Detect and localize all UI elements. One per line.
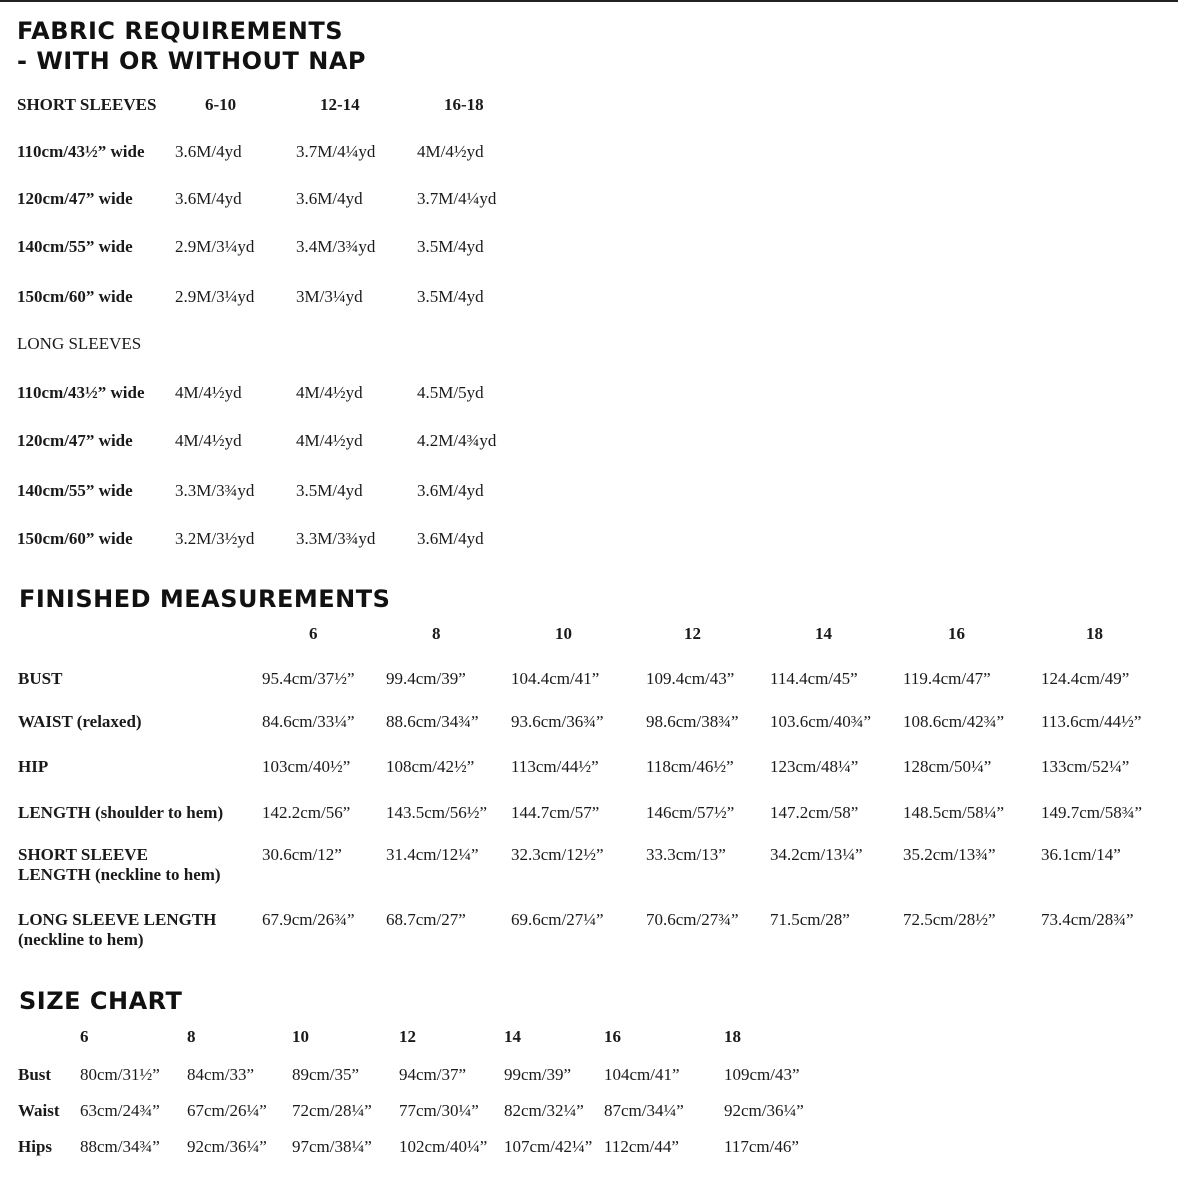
measurement-value: 98.6cm/38¾” xyxy=(646,712,739,731)
fabric-amount: 3.4M/3¾yd xyxy=(296,237,376,256)
fabric-amount: 4M/4½yd xyxy=(175,431,242,450)
size-chart-label: Bust xyxy=(18,1065,52,1084)
measurement-value: 149.7cm/58¾” xyxy=(1041,803,1143,822)
size-chart-label: Hips xyxy=(18,1137,53,1156)
fabric-amount: 2.9M/3¼yd xyxy=(175,237,255,256)
fabric-amount: 4M/4½yd xyxy=(175,383,242,402)
measurement-value: 118cm/46½” xyxy=(646,757,734,776)
fabric-title-line2: - WITH OR WITHOUT NAP xyxy=(17,47,366,75)
size-chart-value: 104cm/41” xyxy=(604,1065,680,1084)
size-chart-header: 14 xyxy=(504,1027,521,1046)
measurement-value: 70.6cm/27¾” xyxy=(646,910,739,929)
size-chart-value: 63cm/24¾” xyxy=(80,1101,160,1120)
short-sleeves-heading: SHORT SLEEVES xyxy=(17,95,157,114)
fabric-amount: 3.6M/4yd xyxy=(175,189,242,208)
fabric-amount: 3.5M/4yd xyxy=(417,287,484,306)
measurement-value: 124.4cm/49” xyxy=(1041,669,1130,688)
measurement-value: 35.2cm/13¾” xyxy=(903,845,996,864)
measurement-label xyxy=(18,910,248,950)
fabric-amount: 3.6M/4yd xyxy=(417,529,484,548)
size-chart-value: 92cm/36¼” xyxy=(724,1101,804,1120)
fabric-amount: 3.5M/4yd xyxy=(296,481,363,500)
measurement-value: 148.5cm/58¼” xyxy=(903,803,1005,822)
measurement-value: 113cm/44½” xyxy=(511,757,599,776)
measurement-value: 146cm/57½” xyxy=(646,803,735,822)
size-chart-value: 77cm/30¼” xyxy=(399,1101,479,1120)
measurement-label: BUST xyxy=(18,669,63,688)
size-chart-header: 6 xyxy=(80,1027,89,1046)
measurement-value: 99.4cm/39” xyxy=(386,669,466,688)
measurement-value: 128cm/50¼” xyxy=(903,757,992,776)
fabric-amount: 4M/4½yd xyxy=(417,142,484,161)
fabric-amount: 3.2M/3½yd xyxy=(175,529,255,548)
size-chart-header: 18 xyxy=(724,1027,741,1046)
measurement-value: 93.6cm/36¾” xyxy=(511,712,604,731)
finished-size-header: 14 xyxy=(815,624,832,643)
size-chart-value: 112cm/44” xyxy=(604,1137,679,1156)
size-chart-value: 88cm/34¾” xyxy=(80,1137,160,1156)
measurement-value: 109.4cm/43” xyxy=(646,669,735,688)
fabric-width-label: 140cm/55” wide xyxy=(17,237,133,256)
finished-size-header: 12 xyxy=(684,624,701,643)
measurement-value: 108cm/42½” xyxy=(386,757,475,776)
fabric-amount: 4.2M/4¾yd xyxy=(417,431,497,450)
finished-size-header: 6 xyxy=(309,624,318,643)
fabric-amount: 3M/3¼yd xyxy=(296,287,363,306)
measurement-value: 73.4cm/28¾” xyxy=(1041,910,1134,929)
fabric-size-header: 12-14 xyxy=(320,95,360,114)
size-chart-value: 99cm/39” xyxy=(504,1065,572,1084)
fabric-size-header: 6-10 xyxy=(205,95,237,114)
fabric-width-label: 110cm/43½” wide xyxy=(17,142,145,161)
finished-measurements-title: FINISHED MEASUREMENTS xyxy=(19,585,391,613)
size-chart-value: 82cm/32¼” xyxy=(504,1101,584,1120)
fabric-amount: 4M/4½yd xyxy=(296,431,363,450)
size-chart-value: 107cm/42¼” xyxy=(504,1137,593,1156)
size-chart-value: 109cm/43” xyxy=(724,1065,800,1084)
fabric-amount: 3.6M/4yd xyxy=(296,189,363,208)
finished-size-header: 8 xyxy=(432,624,441,643)
long-sleeves-heading: LONG SLEEVES xyxy=(17,334,142,353)
fabric-width-label: 140cm/55” wide xyxy=(17,481,133,500)
measurement-value: 30.6cm/12” xyxy=(262,845,342,864)
size-chart-value: 87cm/34¼” xyxy=(604,1101,684,1120)
measurement-label xyxy=(18,845,248,885)
measurement-value: 34.2cm/13¼” xyxy=(770,845,863,864)
measurement-value: 72.5cm/28½” xyxy=(903,910,996,929)
measurement-label-line: LENGTH (neckline to hem) xyxy=(18,865,221,884)
measurement-value: 114.4cm/45” xyxy=(770,669,858,688)
measurement-value: 84.6cm/33¼” xyxy=(262,712,355,731)
finished-size-header: 18 xyxy=(1086,624,1103,643)
measurement-value: 147.2cm/58” xyxy=(770,803,859,822)
measurement-label: HIP xyxy=(18,757,49,776)
fabric-amount: 3.3M/3¾yd xyxy=(175,481,255,500)
fabric-width-label: 150cm/60” wide xyxy=(17,287,133,306)
size-chart-value: 80cm/31½” xyxy=(80,1065,160,1084)
measurement-value: 32.3cm/12½” xyxy=(511,845,604,864)
size-chart-header: 8 xyxy=(187,1027,196,1046)
finished-size-header: 16 xyxy=(948,624,965,643)
measurement-value: 113.6cm/44½” xyxy=(1041,712,1142,731)
measurement-value: 88.6cm/34¾” xyxy=(386,712,479,731)
fabric-amount: 3.6M/4yd xyxy=(417,481,484,500)
measurement-value: 143.5cm/56½” xyxy=(386,803,488,822)
size-chart-value: 72cm/28¼” xyxy=(292,1101,372,1120)
measurement-label: LENGTH (shoulder to hem) xyxy=(18,803,224,822)
measurement-value: 119.4cm/47” xyxy=(903,669,991,688)
fabric-amount: 3.7M/4¼yd xyxy=(417,189,497,208)
measurement-value: 69.6cm/27¼” xyxy=(511,910,604,929)
fabric-amount: 4M/4½yd xyxy=(296,383,363,402)
fabric-width-label: 110cm/43½” wide xyxy=(17,383,145,402)
measurement-label-line: (neckline to hem) xyxy=(18,930,144,949)
fabric-size-header: 16-18 xyxy=(444,95,484,114)
size-chart-title: SIZE CHART xyxy=(19,987,183,1015)
finished-size-header: 10 xyxy=(555,624,572,643)
size-chart-header: 12 xyxy=(399,1027,416,1046)
measurement-value: 95.4cm/37½” xyxy=(262,669,355,688)
measurement-value: 103cm/40½” xyxy=(262,757,351,776)
measurement-label-line: LONG SLEEVE LENGTH xyxy=(18,910,217,929)
fabric-amount: 3.3M/3¾yd xyxy=(296,529,376,548)
measurement-value: 71.5cm/28” xyxy=(770,910,850,929)
fabric-amount: 4.5M/5yd xyxy=(417,383,484,402)
size-chart-value: 92cm/36¼” xyxy=(187,1137,267,1156)
measurement-value: 31.4cm/12¼” xyxy=(386,845,479,864)
fabric-title-line1: FABRIC REQUIREMENTS xyxy=(17,17,343,45)
size-chart-value: 102cm/40¼” xyxy=(399,1137,488,1156)
fabric-width-label: 120cm/47” wide xyxy=(17,189,133,208)
measurement-label: WAIST (relaxed) xyxy=(18,712,142,731)
fabric-amount: 3.5M/4yd xyxy=(417,237,484,256)
fabric-amount: 3.6M/4yd xyxy=(175,142,242,161)
measurement-value: 68.7cm/27” xyxy=(386,910,466,929)
top-rule xyxy=(0,0,1178,2)
measurement-value: 36.1cm/14” xyxy=(1041,845,1121,864)
size-chart-header: 10 xyxy=(292,1027,309,1046)
measurement-value: 133cm/52¼” xyxy=(1041,757,1130,776)
measurement-value: 142.2cm/56” xyxy=(262,803,351,822)
measurement-value: 123cm/48¼” xyxy=(770,757,859,776)
size-chart-label: Waist xyxy=(18,1101,60,1120)
measurement-value: 33.3cm/13” xyxy=(646,845,726,864)
fabric-width-label: 120cm/47” wide xyxy=(17,431,133,450)
fabric-amount: 2.9M/3¼yd xyxy=(175,287,255,306)
measurement-value: 67.9cm/26¾” xyxy=(262,910,355,929)
measurement-value: 144.7cm/57” xyxy=(511,803,600,822)
fabric-width-label: 150cm/60” wide xyxy=(17,529,133,548)
measurement-value: 103.6cm/40¾” xyxy=(770,712,872,731)
fabric-amount: 3.7M/4¼yd xyxy=(296,142,376,161)
size-chart-value: 117cm/46” xyxy=(724,1137,799,1156)
size-chart-value: 97cm/38¼” xyxy=(292,1137,372,1156)
size-chart-value: 67cm/26¼” xyxy=(187,1101,267,1120)
size-chart-value: 89cm/35” xyxy=(292,1065,360,1084)
size-chart-header: 16 xyxy=(604,1027,621,1046)
measurement-value: 104.4cm/41” xyxy=(511,669,600,688)
size-chart-value: 84cm/33” xyxy=(187,1065,255,1084)
size-chart-value: 94cm/37” xyxy=(399,1065,467,1084)
measurement-value: 108.6cm/42¾” xyxy=(903,712,1005,731)
measurement-label-line: SHORT SLEEVE xyxy=(18,845,148,864)
